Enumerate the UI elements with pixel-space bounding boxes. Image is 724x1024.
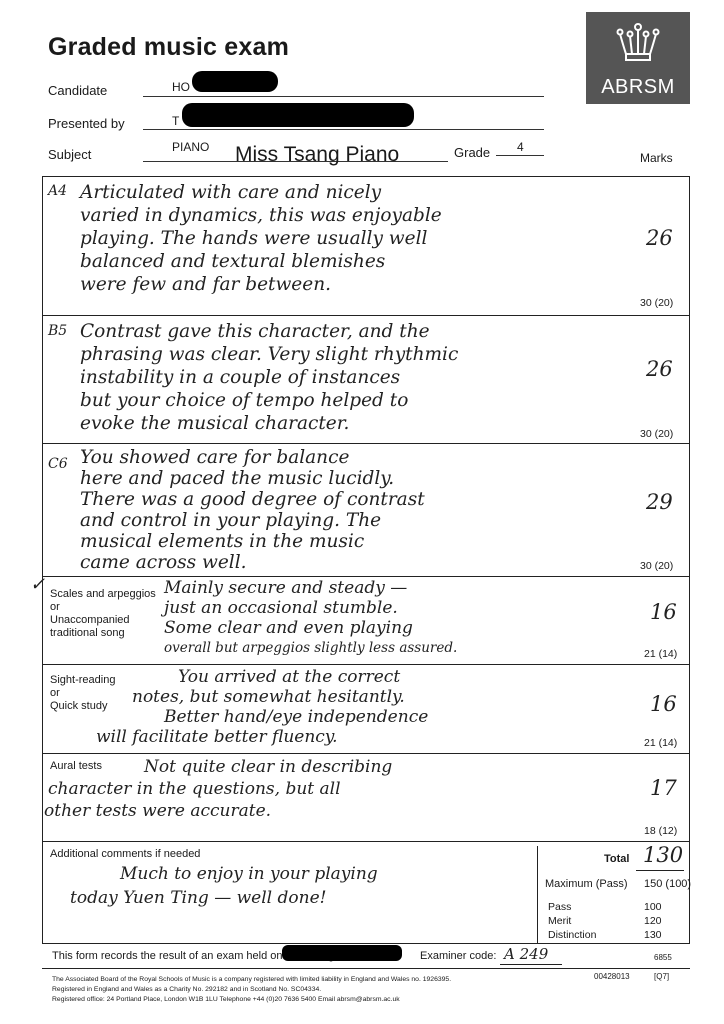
section-label-aural: Aural tests [50,760,102,772]
total-label: Total [604,853,630,865]
grade-band-row [548,900,662,914]
tick-mark: ✓ [30,574,46,595]
comment-line: came across well. [80,552,247,573]
presented-by-value: T [172,114,180,128]
form-code: 6855 [654,953,672,962]
section-comment-aural [44,756,644,822]
comment-line: character in the questions, but all [48,779,341,799]
table-right-border [689,176,690,944]
section-mark-c: 29 [646,490,673,514]
label-line: Scales and arpeggios [50,588,156,600]
total-underline [636,870,684,871]
comment-line: You arrived at the correct [178,667,401,687]
table-top-border [42,176,690,177]
grade-line [496,155,544,156]
table-bottom-border [42,943,690,944]
comment-line: but your choice of tempo helped to [80,390,409,411]
comment-line: Much to enjoy in your playing [120,864,378,884]
section-max-aural: 18 (12) [644,825,678,837]
presented-by-label: Presented by [48,116,125,131]
label-line: or [50,687,60,699]
total-value: 130 [643,843,684,867]
section-label-scales [50,588,160,640]
comment-line: other tests were accurate. [44,801,272,821]
grade-bands [548,900,662,942]
comment-line: just an occasional stumble. [164,598,398,618]
comment-line: instability in a couple of instances [80,367,401,388]
comment-line: balanced and textural blemishes [80,251,386,272]
teacher-annotation: Miss Tsang Piano [235,143,400,166]
comment-line: There was a good degree of contrast [80,489,425,510]
band-value: 100 [644,901,662,913]
presented-by-redaction [182,103,414,127]
comment-line: You showed care for balance [80,447,350,468]
legal-text [52,975,572,1005]
additional-comments-label: Additional comments if needed [50,848,201,860]
comment-line: were few and far between. [80,274,331,295]
candidate-line [143,96,544,97]
record-text: This form records the result of an exam held on [52,950,283,962]
comment-line: evoke the musical character. [80,413,350,434]
maximum-value: 150 (100) [644,878,692,890]
marks-header: Marks [640,151,673,165]
section-comment-a [80,181,625,296]
section-label-a: A4 [48,183,68,199]
examiner-code: A 249 [504,945,549,963]
band-label: Merit [548,915,572,927]
legal-line: The Associated Board of the Royal Schools of Music is a company registered with limited liability in England and Wales no. 1926395. [52,976,452,983]
comment-line: here and paced the music lucidly. [80,468,395,489]
legal-line: Registered in England and Wales as a Charity No. 292182 and in Scotland No. SC04334. [52,986,322,993]
candidate-redaction [192,71,278,92]
comment-line: Some clear and even playing [164,618,413,638]
row-divider [42,315,690,316]
comment-line: Contrast gave this character, and the [80,321,430,342]
comment-line: overall but arpeggios slightly less assured. [164,640,458,656]
label-line: Sight-reading [50,674,116,686]
comment-line: and control in your playing. The [80,510,382,531]
subject-value: PIANO [172,140,210,154]
section-label-b: B5 [48,323,68,339]
comment-line: phrasing was clear. Very slight rhythmic [80,344,459,365]
totals-divider [537,846,538,943]
label-line: or [50,601,60,613]
maximum-label: Maximum (Pass) [545,878,628,890]
band-value: 130 [644,929,662,941]
row-divider [42,576,690,577]
section-comment-scales [164,578,644,658]
grade-value: 4 [517,140,524,154]
section-mark-a: 26 [646,226,673,250]
section-comment-b [80,320,625,435]
label-line: traditional song [50,627,125,639]
grade-band-row [548,928,662,942]
comment-line: varied in dynamics, this was enjoyable [80,205,442,226]
abrsm-logo [586,12,690,104]
section-max-scales: 21 (14) [644,648,678,660]
row-divider [42,443,690,444]
row-divider [42,841,690,842]
band-label: Distinction [548,929,597,941]
grade-band-row [548,914,662,928]
row-divider [42,664,690,665]
section-comment-sight-reading [96,667,642,747]
comment-line: Mainly secure and steady — [164,578,408,598]
section-max-a: 30 (20) [640,297,674,309]
section-max-c: 30 (20) [640,560,674,572]
crown-icon [616,22,660,68]
comment-line: playing. The hands were usually well [80,228,428,249]
subject-label: Subject [48,147,92,162]
section-label-c: C6 [48,456,68,472]
section-max-sight-reading: 21 (14) [644,737,678,749]
date-redaction [282,945,402,961]
row-divider [42,753,690,754]
section-mark-sight-reading: 16 [650,692,677,716]
additional-comment [70,862,540,910]
footer-divider [42,968,690,969]
comment-line: will facilitate better fluency. [96,727,338,747]
band-value: 120 [644,915,662,927]
grade-label: Grade [454,145,491,160]
legal-line: Registered office: 24 Portland Place, London W1B 1LU Telephone +44 (0)20 7636 5400 Email abrsm@abrsm.ac.uk [52,996,400,1003]
examiner-label: Examiner code: [420,950,497,962]
serial-number: 00428013 [594,972,630,981]
comment-line: Not quite clear in describing [144,757,393,777]
logo-text: ABRSM [601,76,675,98]
comment-line: musical elements in the music [80,531,365,552]
section-comment-c [80,447,625,573]
comment-line: Articulated with care and nicely [80,182,382,203]
section-max-b: 30 (20) [640,428,674,440]
comment-line: notes, but somewhat hesitantly. [132,687,405,707]
q-code: [Q7] [654,972,670,981]
label-line: Unaccompanied [50,614,130,626]
comment-line: Better hand/eye independence [164,707,429,727]
section-mark-b: 26 [646,357,673,381]
comment-line: today Yuen Ting — well done! [70,888,327,908]
band-label: Pass [548,901,572,913]
table-left-border [42,176,43,944]
label-line: Quick study [50,700,108,712]
presented-by-line [143,129,544,130]
section-mark-scales: 16 [650,600,677,624]
page-title: Graded music exam [48,33,290,61]
candidate-value: HO [172,80,190,94]
examiner-code-line [500,964,562,965]
candidate-label: Candidate [48,83,108,98]
section-mark-aural: 17 [650,776,677,800]
